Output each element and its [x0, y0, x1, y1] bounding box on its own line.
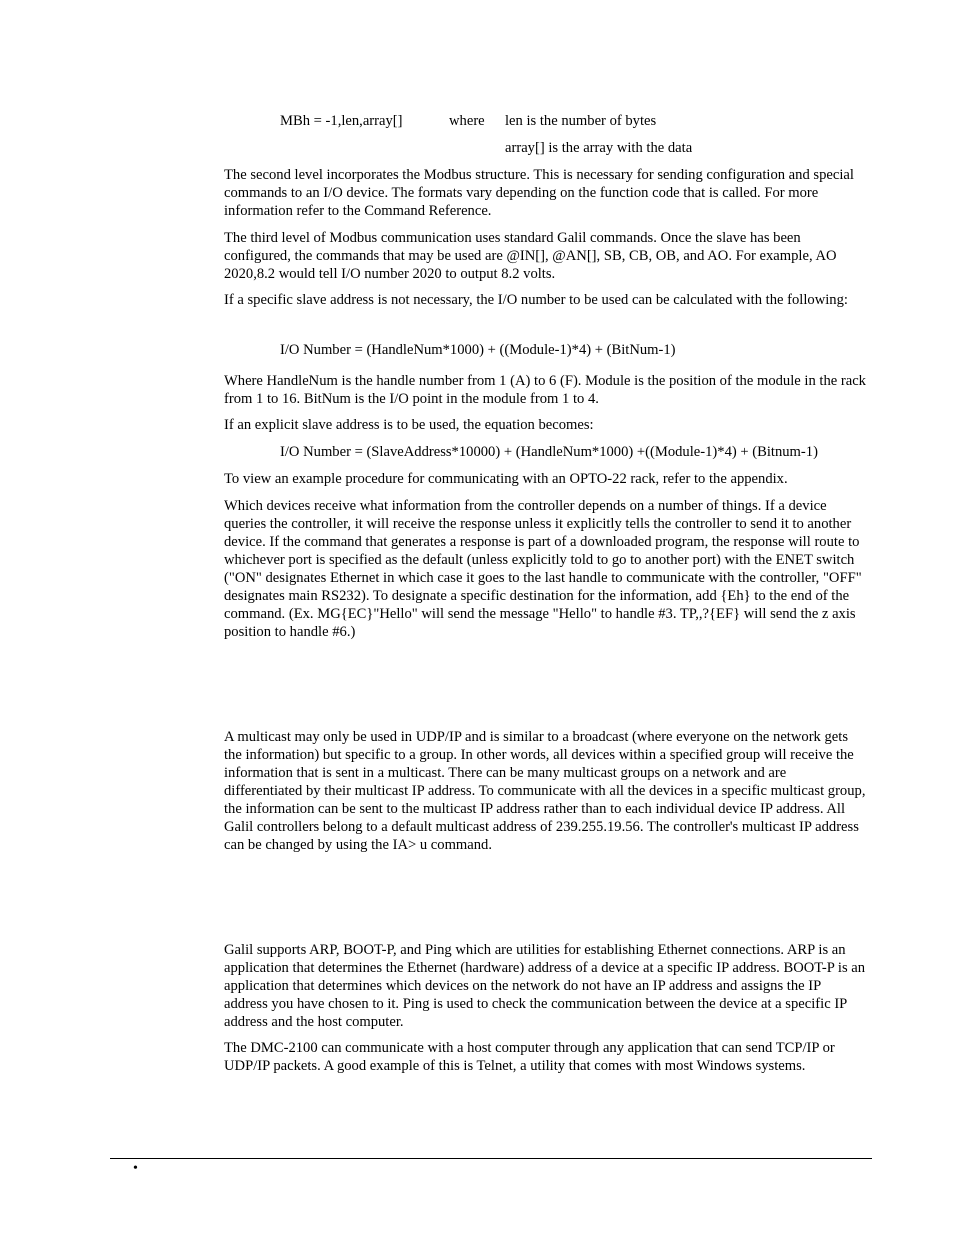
paragraph-response-routing: Which devices receive what information from the controller depends on a number of things. If a device queries the controller, it will receive the response unless it explicitly tells the controller to send it to another device. If the command that generates a response is part of a downloaded program, the response will route to whichever port is specified as the default (unless explicitly told to go to another port) with the ENET switch ("ON" designates Ethernet in which case it goes to the last handle to communicate with the controller, "OFF" designates main RS232). To designate a specific destination for the information, add {Eh} to the end of the command. (Ex. MG{EC}"Hello" will send the message "Hello" to handle #3. TP,,?{EF} will send the z axis position to handle #6.): [224, 498, 862, 640]
paragraph-handlenum-definition: Where HandleNum is the handle number from 1 (A) to 6 (F). Module is the position of the module in the rack from 1 to 16. BitNum is the I/O point in the module from 1 to 4.: [224, 373, 866, 407]
formula-io-number-slave-address: I/O Number = (SlaveAddress*10000) + (HandleNum*1000) +((Module-1)*4) + (Bitnum-1): [280, 444, 818, 460]
mbh-len-description: len is the number of bytes: [505, 113, 657, 129]
mbh-where: where: [449, 113, 485, 129]
paragraph-host-communication: The DMC-2100 can communicate with a host computer through any application that can send TCP/IP or UDP/IP packets. A good example of this is Telnet, a utility that comes with most Windows systems.: [224, 1040, 835, 1074]
paragraph-multicast: A multicast may only be used in UDP/IP and is similar to a broadcast (where everyone on the network gets the information) but specific to a group. In other words, all devices within a specified group will receive the information that is sent in a multicast. There can be many multicast groups on a network and are differentiated by their multicast IP address. To communicate with all the devices in a specific multicast group, the information can be sent to the multicast IP address rather than to each individual device IP address. All Galil controllers belong to a default multicast address of 239.255.19.56. The controller's multicast IP address can be changed by using the IA> u command.: [224, 729, 866, 853]
paragraph-modbus-second-level: The second level incorporates the Modbus structure. This is necessary for sending configuration and special commands to an I/O device. The formats vary depending on the function code that is called. For more information refer to the Command Reference.: [224, 167, 854, 219]
mbh-syntax: MBh = -1,len,array[]: [280, 113, 403, 129]
paragraph-slave-address-not-necessary: If a specific slave address is not necessary, the I/O number to be used can be calculated with the following:: [224, 292, 848, 308]
paragraph-modbus-third-level: The third level of Modbus communication uses standard Galil commands. Once the slave has been configured, the commands that may be used are @IN[], @AN[], SB, CB, OB, and AO. For example, AO 2020,8.2 would tell I/O number 2020 to output 8.2 volts.: [224, 230, 837, 282]
paragraph-arp-bootp-ping: Galil supports ARP, BOOT-P, and Ping which are utilities for establishing Ethernet connections. ARP is an application that determines the Ethernet (hardware) address of a device at a specific IP address. BOOT-P is an application that determines which devices on the network do not have an IP address and assigns the IP address you have chosen to it. Ping is used to check the communication between the device at a specific IP address and the host computer.: [224, 942, 866, 1030]
paragraph-explicit-slave-address: If an explicit slave address is to be used, the equation becomes:: [224, 417, 594, 433]
paragraph-opto22-example: To view an example procedure for communicating with an OPTO-22 rack, refer to the appendix.: [224, 471, 788, 487]
mbh-array-description: array[] is the array with the data: [505, 140, 693, 156]
footer-rule: [110, 1158, 872, 1159]
footer-bullet: •: [133, 1161, 138, 1176]
formula-io-number: I/O Number = (HandleNum*1000) + ((Module-1)*4) + (BitNum-1): [280, 342, 676, 358]
